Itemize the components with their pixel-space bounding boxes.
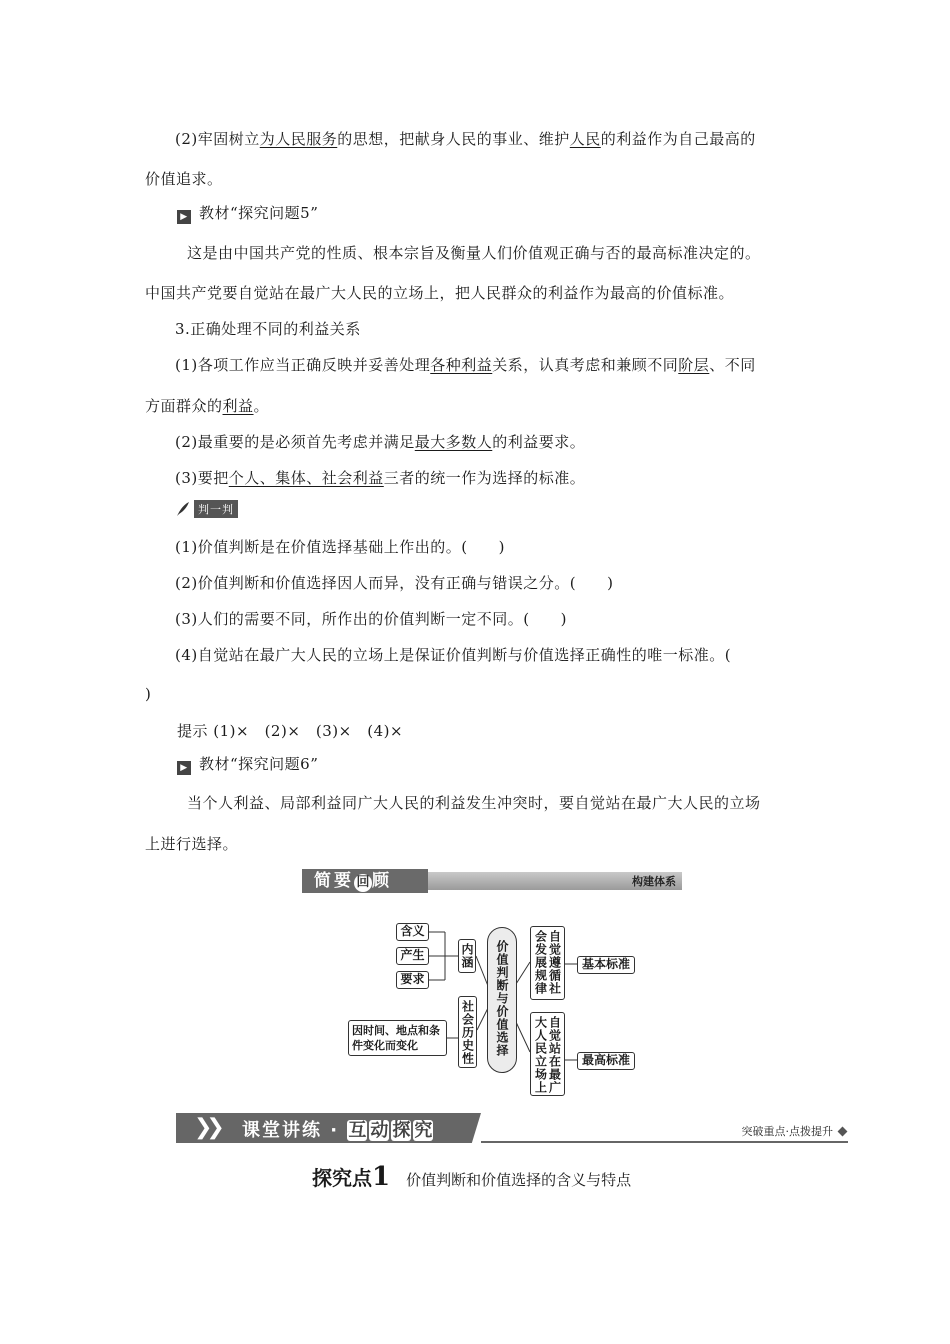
text: 的利益要求。 — [492, 433, 586, 451]
inquiry-point-label: 探究点 — [312, 1166, 372, 1190]
node-rules-col-1: 自觉遵循社 — [547, 930, 562, 995]
node-people — [530, 1012, 565, 1096]
node-neihan-text: 内涵 — [460, 943, 474, 969]
play-triangle-icon: ▶ — [177, 210, 191, 224]
judge-item-4b: ) — [145, 685, 152, 703]
inquiry-point-title: 价值判断和价值选择的含义与特点 — [406, 1171, 632, 1189]
hint: 提示 (1)× (2)× (3)× (4)× — [177, 722, 404, 740]
node-chansheng: 产生 — [396, 947, 429, 965]
classroom-subtitle — [742, 1123, 847, 1139]
answer-blank: 各种利益 — [430, 356, 493, 374]
answer-blank: 利益 — [222, 397, 254, 415]
node-yaoqiu: 要求 — [396, 971, 429, 989]
classroom-banner — [176, 1113, 848, 1143]
classroom-title-char: 互 — [348, 1120, 367, 1141]
center-node-text: 价值判断与价值选择 — [495, 940, 509, 1057]
node-neihan — [458, 939, 476, 973]
classroom-title — [242, 1116, 435, 1142]
banner-rule — [481, 1141, 848, 1143]
text: (1)各项工作应当正确反映并妥善处理 — [175, 356, 431, 374]
paragraph-2b: 价值追求。 — [145, 170, 223, 188]
classroom-title-dot: · — [330, 1120, 340, 1141]
classroom-title-char: 探 — [392, 1120, 411, 1141]
text: 。 — [253, 397, 270, 415]
answer-blank: 人民 — [569, 130, 601, 148]
review-title-b: 顾 — [372, 871, 392, 891]
double-chevron-icon: ❯❯ — [194, 1115, 219, 1140]
play-triangle-icon: ▶ — [177, 761, 191, 775]
textbook-label: 教材“探究问题6” — [199, 755, 319, 773]
classroom-title-char: 究 — [414, 1120, 433, 1141]
node-people-col-2: 大人民立场上 — [533, 1016, 548, 1094]
diamond-icon — [838, 1127, 848, 1137]
review-subtitle: 构建体系 — [632, 875, 676, 888]
answer-blank: 最大多数人 — [414, 433, 493, 451]
text: (3)要把 — [175, 469, 229, 487]
answer-6a: 当个人利益、局部利益同广大人民的利益发生冲突时，要自觉站在最广大人民的立场 — [187, 794, 761, 812]
answer-6b: 上进行选择。 — [145, 835, 239, 853]
textbook-label: 教材“探究问题5” — [199, 204, 319, 222]
judge-item-1: (1)价值判断是在价值选择基础上作出的。( ) — [175, 538, 505, 556]
classroom-title-a: 课堂讲练 — [242, 1120, 322, 1141]
answer-5a: 这是由中国共产党的性质、根本宗旨及衡量人们价值观正确与否的最高标准决定的。 — [187, 244, 761, 262]
text: (2)牢固树立 — [175, 130, 260, 148]
text: 三者的统一作为选择的标准。 — [383, 469, 586, 487]
answer-5b: 中国共产党要自觉站在最广大人民的立场上，把人民群众的利益作为最高的价值标准。 — [145, 284, 735, 302]
node-shehui — [458, 996, 477, 1068]
node-shehui-text: 社会历史性 — [460, 1000, 475, 1065]
text: 、不同 — [709, 356, 756, 374]
center-node — [487, 927, 517, 1073]
node-highest-standard: 最高标准 — [577, 1052, 635, 1070]
review-title-circle: 回 — [354, 874, 372, 892]
classroom-subtitle-text: 突破重点·点拨提升 — [741, 1125, 833, 1138]
text: 的思想，把献身人民的事业、维护 — [337, 130, 570, 148]
answer-blank: 个人、集体、社会利益 — [228, 469, 384, 487]
text: (2)最重要的是必须首先考虑并满足 — [175, 433, 415, 451]
node-hanyi: 含义 — [396, 923, 429, 941]
node-rules — [530, 926, 565, 1000]
node-basic-standard: 基本标准 — [577, 956, 635, 974]
inquiry-point-number: 1 — [372, 1162, 391, 1192]
node-rules-col-2: 会发展规律 — [533, 930, 548, 995]
node-people-col-1: 自觉站在最广 — [547, 1016, 562, 1094]
judge-item-2: (2)价值判断和价值选择因人而异，没有正确与错误之分。( ) — [175, 574, 614, 592]
review-title-a: 简要 — [314, 871, 354, 891]
inquiry-point-heading — [312, 1162, 631, 1192]
answer-blank: 阶层 — [678, 356, 710, 374]
text: 的利益作为自己最高的 — [600, 130, 756, 148]
text: 方面群众的 — [145, 397, 223, 415]
answer-blank: 为人民服务 — [259, 130, 338, 148]
section-3-title: 3.正确处理不同的利益关系 — [175, 320, 361, 338]
node-condition: 因时间、地点和条件变化而变化 — [348, 1020, 447, 1056]
judge-item-4a: (4)自觉站在最广大人民的立场上是保证价值判断与价值选择正确性的唯一标准。( — [175, 646, 732, 664]
judge-item-3: (3)人们的需要不同，所作出的价值判断一定不同。( ) — [175, 610, 567, 628]
classroom-title-char: 动 — [370, 1120, 389, 1141]
judge-tag: 判一判 — [194, 500, 238, 518]
text: 关系，认真考虑和兼顾不同 — [492, 356, 679, 374]
